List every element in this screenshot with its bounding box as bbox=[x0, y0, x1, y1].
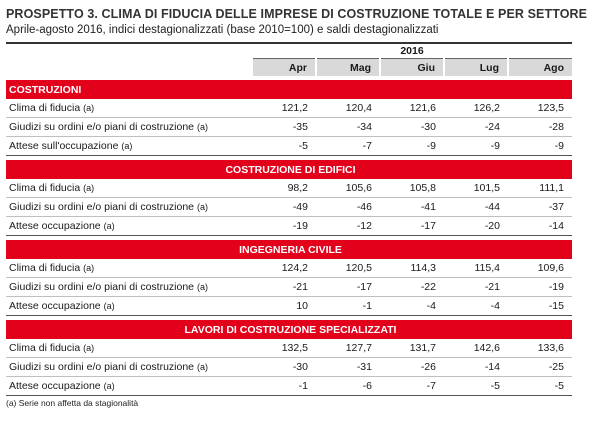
value-cell: -34 bbox=[316, 118, 380, 137]
value-cell: 105,8 bbox=[380, 179, 444, 198]
value-cell: -9 bbox=[508, 137, 572, 156]
table-row bbox=[6, 118, 572, 137]
row-note: (a) bbox=[83, 103, 95, 113]
value-cell: -30 bbox=[380, 118, 444, 137]
month-header: Apr bbox=[252, 59, 316, 77]
year-spacer bbox=[6, 44, 252, 59]
table-row bbox=[6, 198, 572, 217]
month-header: Ago bbox=[508, 59, 572, 77]
row-label: Attese occupazione bbox=[9, 300, 101, 312]
value-cell: -21 bbox=[252, 278, 316, 297]
value-cell: 101,5 bbox=[444, 179, 508, 198]
table-row bbox=[6, 179, 572, 198]
row-note: (a) bbox=[103, 221, 115, 231]
section-header bbox=[6, 320, 572, 339]
value-cell: 121,6 bbox=[380, 99, 444, 118]
row-label-cell bbox=[6, 377, 252, 396]
row-label: Giudizi su ordini e/o piani di costruzione bbox=[9, 281, 195, 293]
row-label-cell bbox=[6, 358, 252, 377]
year-label: 2016 bbox=[252, 44, 572, 59]
value-cell: -1 bbox=[252, 377, 316, 396]
table-row bbox=[6, 137, 572, 156]
value-cell: -15 bbox=[508, 297, 572, 316]
row-label: Attese occupazione bbox=[9, 220, 101, 232]
value-cell: 121,2 bbox=[252, 99, 316, 118]
section-title: LAVORI DI COSTRUZIONE SPECIALIZZATI bbox=[6, 320, 572, 339]
month-header: Giu bbox=[380, 59, 444, 77]
month-spacer bbox=[6, 59, 252, 77]
row-note: (a) bbox=[83, 343, 95, 353]
row-label: Giudizi su ordini e/o piani di costruzione bbox=[9, 201, 195, 213]
value-cell: 127,7 bbox=[316, 339, 380, 358]
row-note: (a) bbox=[196, 282, 208, 292]
value-cell: -7 bbox=[380, 377, 444, 396]
value-cell: -17 bbox=[380, 217, 444, 236]
row-label-cell bbox=[6, 217, 252, 236]
row-label-cell bbox=[6, 118, 252, 137]
value-cell: -4 bbox=[380, 297, 444, 316]
row-note: (a) bbox=[196, 122, 208, 132]
value-cell: -49 bbox=[252, 198, 316, 217]
row-label-cell bbox=[6, 259, 252, 278]
row-note: (a) bbox=[103, 381, 115, 391]
value-cell: -44 bbox=[444, 198, 508, 217]
month-header: Mag bbox=[316, 59, 380, 77]
value-cell: 124,2 bbox=[252, 259, 316, 278]
value-cell: 109,6 bbox=[508, 259, 572, 278]
value-cell: -5 bbox=[252, 137, 316, 156]
value-cell: -20 bbox=[444, 217, 508, 236]
row-label-cell bbox=[6, 179, 252, 198]
value-cell: 114,3 bbox=[380, 259, 444, 278]
section-title: INGEGNERIA CIVILE bbox=[6, 240, 572, 259]
row-label-cell bbox=[6, 339, 252, 358]
value-cell: -19 bbox=[252, 217, 316, 236]
value-cell: -30 bbox=[252, 358, 316, 377]
row-label: Clima di fiducia bbox=[9, 182, 81, 194]
value-cell: -21 bbox=[444, 278, 508, 297]
value-cell: -24 bbox=[444, 118, 508, 137]
row-label: Attese sull'occupazione bbox=[9, 140, 119, 152]
row-label-cell bbox=[6, 297, 252, 316]
value-cell: -1 bbox=[316, 297, 380, 316]
row-note: (a) bbox=[121, 141, 133, 151]
value-cell: -5 bbox=[444, 377, 508, 396]
value-cell: -31 bbox=[316, 358, 380, 377]
value-cell: -14 bbox=[508, 217, 572, 236]
year-header-row bbox=[6, 44, 572, 59]
month-header-row bbox=[6, 59, 572, 77]
row-label-cell bbox=[6, 99, 252, 118]
value-cell: -9 bbox=[380, 137, 444, 156]
row-label-cell bbox=[6, 137, 252, 156]
row-label: Attese occupazione bbox=[9, 380, 101, 392]
value-cell: -19 bbox=[508, 278, 572, 297]
row-note: (a) bbox=[103, 301, 115, 311]
row-label-cell bbox=[6, 278, 252, 297]
table-row bbox=[6, 217, 572, 236]
report-table-container bbox=[6, 6, 596, 408]
value-cell: -35 bbox=[252, 118, 316, 137]
value-cell: -9 bbox=[444, 137, 508, 156]
value-cell: -41 bbox=[380, 198, 444, 217]
table-row bbox=[6, 278, 572, 297]
value-cell: 126,2 bbox=[444, 99, 508, 118]
table-row bbox=[6, 377, 572, 396]
value-cell: 105,6 bbox=[316, 179, 380, 198]
row-note: (a) bbox=[196, 202, 208, 212]
footnote: (a) Serie non affetta da stagionalità bbox=[6, 398, 139, 408]
value-cell: -17 bbox=[316, 278, 380, 297]
confidence-table bbox=[6, 44, 572, 396]
value-cell: -22 bbox=[380, 278, 444, 297]
table-subtitle: Aprile-agosto 2016, indici destagionalizzati (base 2010=100) e saldi destagionalizzati bbox=[6, 24, 439, 36]
table-row bbox=[6, 259, 572, 278]
section-header bbox=[6, 160, 572, 179]
value-cell: 10 bbox=[252, 297, 316, 316]
row-note: (a) bbox=[196, 362, 208, 372]
row-note: (a) bbox=[83, 183, 95, 193]
table-title: PROSPETTO 3. CLIMA DI FIDUCIA DELLE IMPRESE DI COSTRUZIONE TOTALE E PER SETTORE bbox=[6, 7, 588, 21]
value-cell: 123,5 bbox=[508, 99, 572, 118]
value-cell: 120,5 bbox=[316, 259, 380, 278]
value-cell: -5 bbox=[508, 377, 572, 396]
value-cell: -4 bbox=[444, 297, 508, 316]
value-cell: 98,2 bbox=[252, 179, 316, 198]
row-label: Clima di fiducia bbox=[9, 102, 81, 114]
value-cell: -37 bbox=[508, 198, 572, 217]
value-cell: -46 bbox=[316, 198, 380, 217]
section-header bbox=[6, 240, 572, 259]
value-cell: 132,5 bbox=[252, 339, 316, 358]
table-row bbox=[6, 297, 572, 316]
row-label-cell bbox=[6, 198, 252, 217]
value-cell: 115,4 bbox=[444, 259, 508, 278]
row-label: Giudizi su ordini e/o piani di costruzione bbox=[9, 121, 195, 133]
value-cell: 131,7 bbox=[380, 339, 444, 358]
value-cell: -28 bbox=[508, 118, 572, 137]
value-cell: 120,4 bbox=[316, 99, 380, 118]
value-cell: -14 bbox=[444, 358, 508, 377]
section-title: COSTRUZIONI bbox=[6, 80, 572, 99]
section-title: COSTRUZIONE DI EDIFICI bbox=[6, 160, 572, 179]
table-row bbox=[6, 99, 572, 118]
value-cell: 133,6 bbox=[508, 339, 572, 358]
value-cell: -6 bbox=[316, 377, 380, 396]
row-label: Giudizi su ordini e/o piani di costruzione bbox=[9, 361, 195, 373]
value-cell: 111,1 bbox=[508, 179, 572, 198]
value-cell: 142,6 bbox=[444, 339, 508, 358]
row-note: (a) bbox=[83, 263, 95, 273]
value-cell: -25 bbox=[508, 358, 572, 377]
section-header bbox=[6, 80, 572, 99]
row-label: Clima di fiducia bbox=[9, 262, 81, 274]
month-header: Lug bbox=[444, 59, 508, 77]
table-row bbox=[6, 358, 572, 377]
table-row bbox=[6, 339, 572, 358]
value-cell: -7 bbox=[316, 137, 380, 156]
row-label: Clima di fiducia bbox=[9, 342, 81, 354]
value-cell: -12 bbox=[316, 217, 380, 236]
value-cell: -26 bbox=[380, 358, 444, 377]
